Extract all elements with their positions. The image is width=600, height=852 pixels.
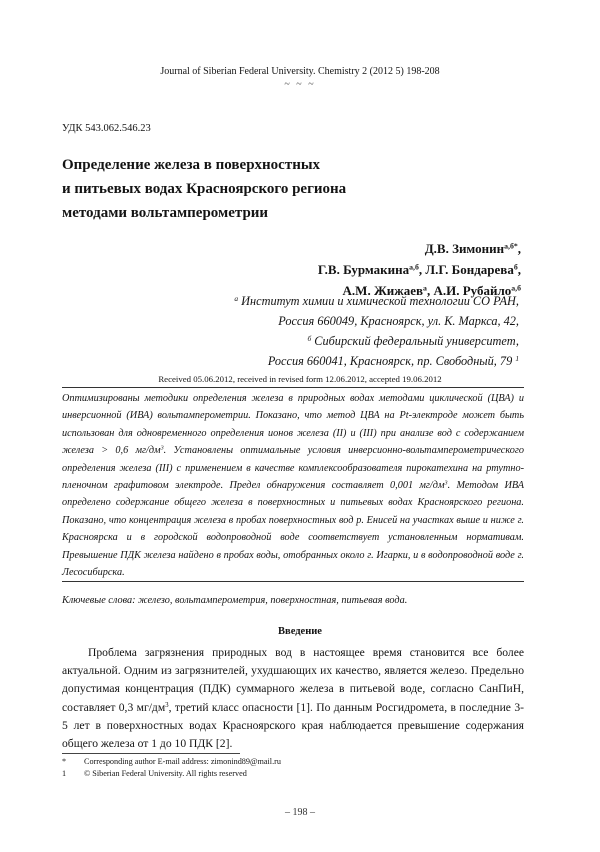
author-affiliation-mark: б (513, 262, 518, 272)
author-name: , Л.Г. Бондарева (418, 262, 514, 277)
footnote (62, 769, 247, 778)
author-name: , А.И. Рубайло (426, 283, 512, 298)
intro-segment: Проблема загрязнения природных вод в настоящее время становится все более актуальной. Одним из загрязнителей, ухудшающих их качество, является железо. Предельно допустимая концентрация (ПДК) суммарного железа в питьевой воде, согласно СанПиН, составляет 0,3 мг/дм (62, 646, 524, 714)
intro-segment: , третий класс опасности [1]. По данным Росгидромета, в последние 3-5 лет в поверхностных водах Красноярского края наблюдается превышение содержания общего железа от 1 до 10 ПДК [2]. (62, 700, 524, 751)
journal-citation: Journal of Siberian Federal University. Chemistry 2 (2012 5) 198-208 (160, 66, 440, 77)
abstract-segment: Оптимизированы методики определения железа в природных водах методами циклической (ЦВА) и инверсионной (ИВА) вольтамперометрии. Показано, что метод ЦВА на Pt-электроде может быть использован для одновременного определения ионов железа (II) и (III) при анализе вод с содержанием железа > 0,6 мг/дм (62, 393, 524, 457)
footnote-mark: 1 (62, 769, 67, 778)
header-ornament: ~ ~ ~ (284, 79, 316, 90)
affiliation-line: Россия 660049, Красноярск, ул. К. Маркса, 42, (278, 314, 519, 328)
affiliation-text: Россия 660041, Красноярск, пр. Свободный, 79 (267, 354, 516, 368)
footnote-text: Corresponding author E-mail address: zimonind89@mail.ru (84, 757, 281, 766)
title-line: методами вольтамперометрии (62, 205, 269, 221)
abstract-segment: . Установлены оптимальные условия инверсионно-вольтамперометрического определения железа (III) с применением в качестве комплексообразователя пирокатехина на ртутно-пленочном графитовом электроде. Предел обнаружения составляет 0,001 мг/дм (62, 445, 524, 492)
intro-paragraph (62, 644, 524, 753)
udk-code: УДК 543.062.546.23 (62, 123, 151, 134)
author-affiliation-mark: а (423, 283, 427, 293)
author-affiliation-mark: а,б (409, 262, 419, 272)
affiliation-text: Институт химии и химической технологии СО РАН, (238, 294, 519, 308)
affiliation-line (234, 351, 519, 371)
affiliation-mark: б (307, 333, 312, 343)
author-affiliation-mark: а,б* (504, 241, 518, 251)
footnote-mark: * (62, 757, 67, 766)
author-name: Д.В. Зимонин (424, 241, 505, 256)
superscript: 3 (160, 445, 164, 452)
affiliation-line (234, 291, 519, 311)
affiliations-block (234, 291, 519, 371)
abstract-text (62, 390, 524, 581)
author-name: А.М. Жижаев (342, 283, 424, 298)
affiliation-line (234, 331, 519, 351)
authors-line (318, 238, 521, 259)
author-name: Г.В. Бурмакина (317, 262, 410, 277)
authors-line (318, 259, 521, 280)
footnote-rule (62, 753, 240, 754)
article-title (62, 153, 346, 225)
footnote (62, 757, 281, 766)
author-separator: , (517, 241, 521, 256)
footnote-text: © Siberian Federal University. All rights reserved (84, 769, 247, 778)
keywords: Ключевые слова: железо, вольтамперометрия, поверхностная, питьевая вода. (62, 595, 408, 606)
abstract-segment: . Методом ИВА определено содержание общего железа в поверхностных и питьевых водах Красноярского региона. Показано, что концентрация железа в пробах поверхностных вод р. Енисей на участках выше и ниже г. Красноярска и в городской водопроводной воде соответствует установленным нормативам. Превышение ПДК железа найдено в пробах воды, отобранных около г. Игарки, и в водопроводной воде г. Лесосибирска. (62, 480, 524, 579)
footnote-mark: 1 (515, 353, 519, 363)
affiliation-text: Сибирский федеральный университет, (311, 334, 519, 348)
abstract-top-rule (62, 387, 524, 388)
title-line: и питьевых водах Красноярского региона (62, 181, 347, 197)
title-line: Определение железа в поверхностных (62, 157, 321, 173)
superscript: 3 (444, 480, 448, 487)
affiliation-mark: а (234, 293, 239, 303)
abstract-bottom-rule (62, 581, 524, 582)
abstract (62, 390, 524, 581)
section-heading: Введение (278, 626, 322, 637)
superscript: 3 (165, 700, 169, 709)
page-number: – 198 – (285, 807, 315, 818)
intro-text (62, 644, 524, 753)
received-dates: Received 05.06.2012, received in revised form 12.06.2012, accepted 19.06.2012 (158, 374, 442, 384)
author-separator: , (517, 262, 521, 277)
author-affiliation-mark: а,б (511, 283, 521, 293)
